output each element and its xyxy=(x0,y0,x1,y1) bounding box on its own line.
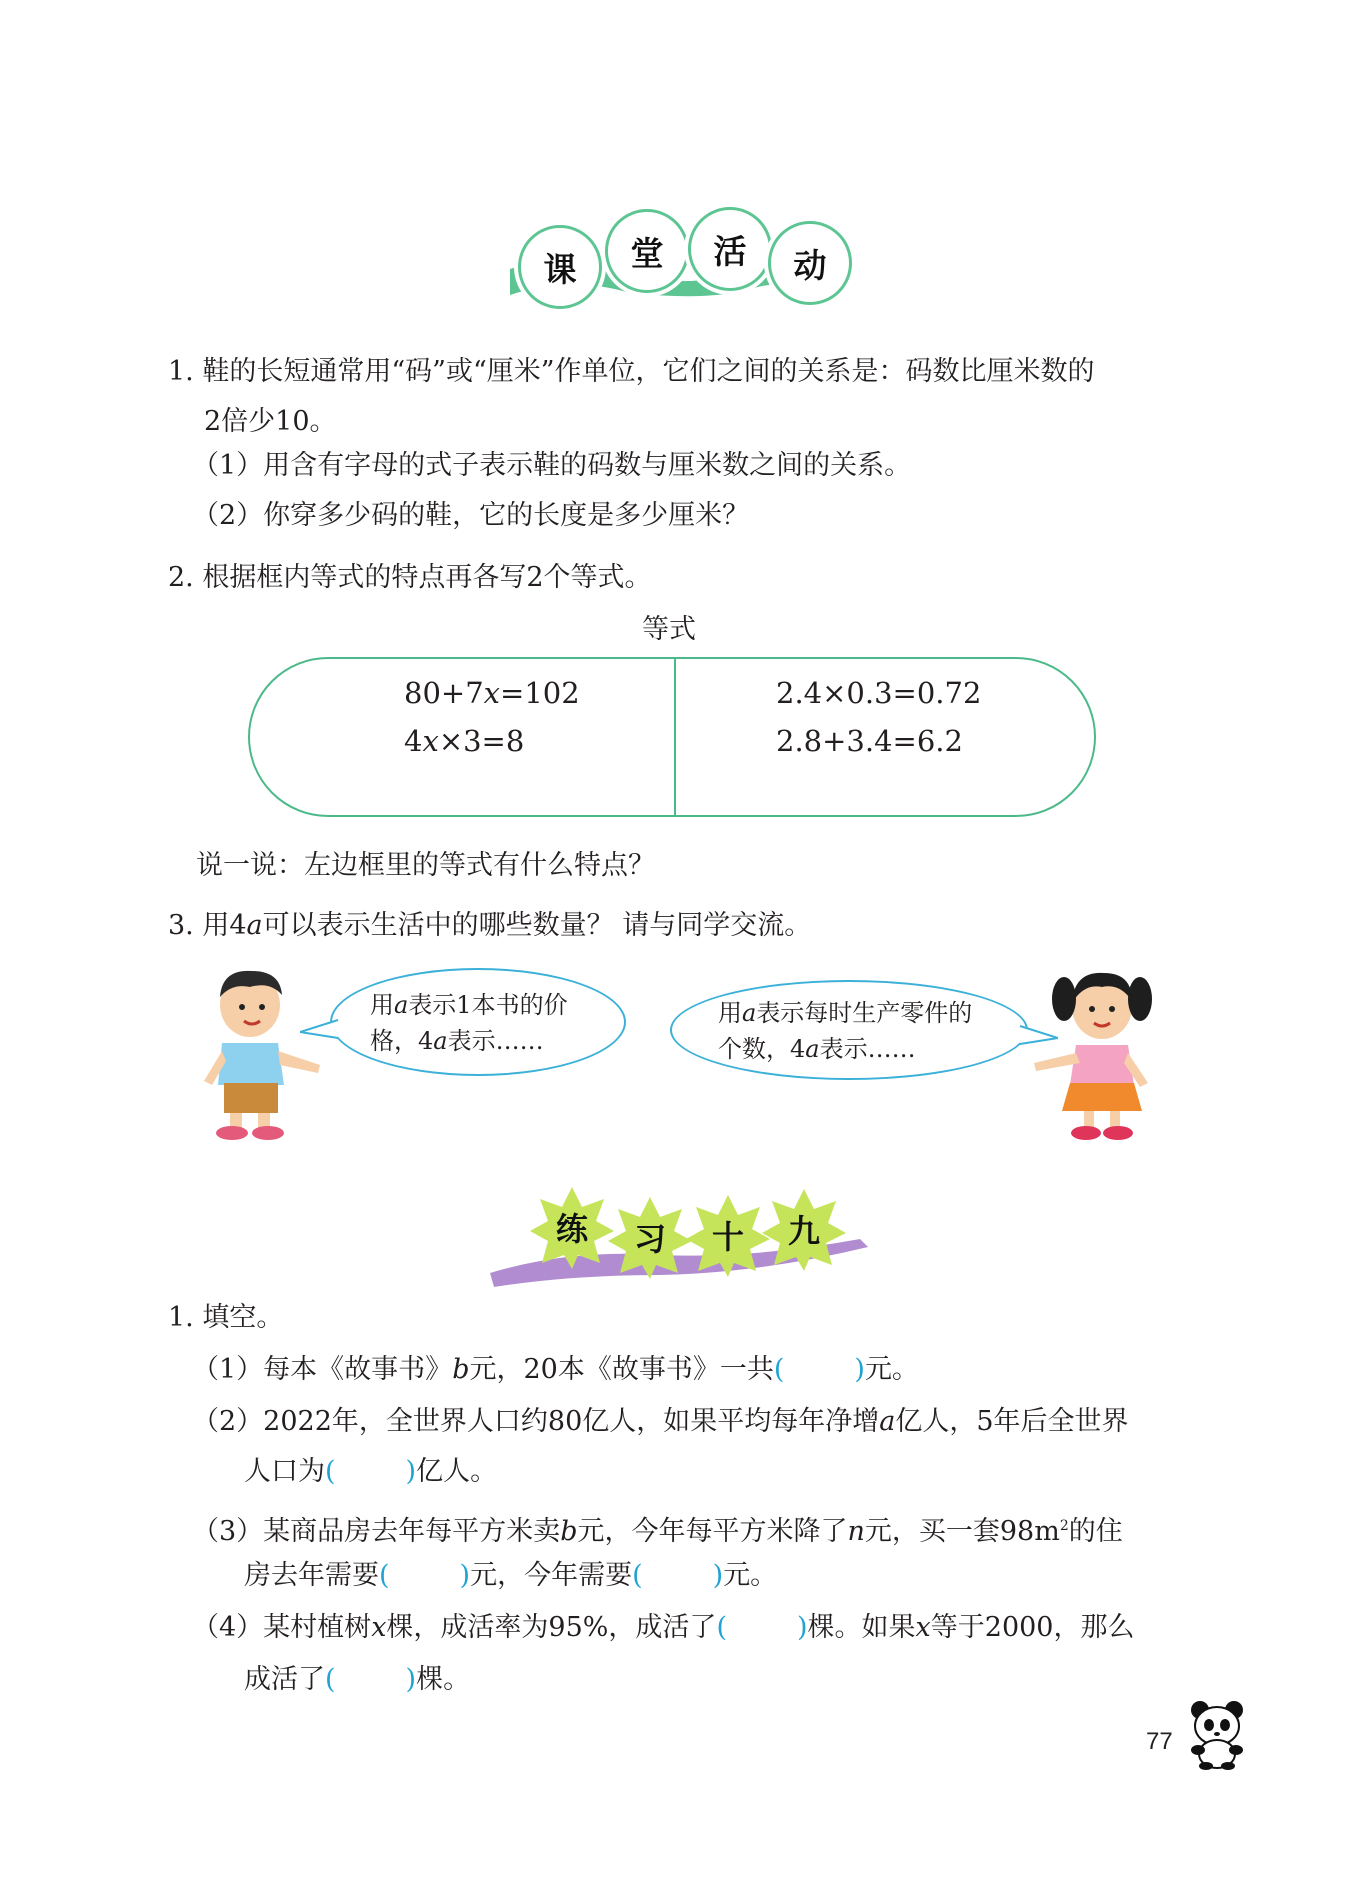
boy-speech-line2: 格，4a表示…… xyxy=(370,1027,544,1055)
left-equation-2: 4x×3=8 xyxy=(404,724,525,758)
equation-box-title: 等式 xyxy=(642,614,696,645)
equation-box-divider xyxy=(674,659,676,815)
header-char-2: 堂 xyxy=(605,209,689,293)
exercise-item-4-line2: 成活了( )棵。 xyxy=(244,1664,471,1695)
activity-q1-sub1: （1）用含有字母的式子表示鞋的码数与厘米数之间的关系。 xyxy=(192,450,912,481)
exercise-char-1: 练 xyxy=(530,1185,614,1269)
left-equation-1: 80+7x=102 xyxy=(404,676,580,710)
header-char-4: 动 xyxy=(768,221,852,305)
exercise-item-2-line2: 人口为( )亿人。 xyxy=(244,1456,498,1487)
exercise-item-1: （1）每本《故事书》b元，20本《故事书》一共( )元。 xyxy=(192,1354,919,1385)
activity-header xyxy=(500,205,850,315)
boy-illustration xyxy=(200,965,325,1145)
header-char-3: 活 xyxy=(688,207,772,291)
header-char-1: 课 xyxy=(518,225,602,309)
activity-q1-sub2: （2）你穿多少码的鞋，它的长度是多少厘米？ xyxy=(192,500,750,531)
girl-speech-line2: 个数，4a表示…… xyxy=(718,1035,916,1063)
boy-speech-line1: 用a表示1本书的价 xyxy=(370,991,568,1019)
exercise-char-4: 九 xyxy=(762,1187,846,1271)
exercise-item-3-line2: 房去年需要( )元，今年需要( )元。 xyxy=(244,1560,778,1591)
boy-speech-bubble xyxy=(330,968,626,1076)
activity-q2-text: 2. 根据框内等式的特点再各写2个等式。 xyxy=(168,562,652,593)
panda-icon xyxy=(1184,1700,1250,1770)
exercise-char-2: 习 xyxy=(608,1195,692,1279)
equation-box xyxy=(248,657,1096,817)
boy-speech-tail xyxy=(300,1018,340,1042)
exercise-q1-title: 1. 填空。 xyxy=(168,1302,284,1333)
page-number: 77 xyxy=(1146,1728,1173,1755)
activity-q1-line2: 2倍少10。 xyxy=(204,406,337,437)
exercise-item-4: （4）某村植树x棵，成活率为95%，成活了( )棵。如果x等于2000，那么 xyxy=(192,1612,1135,1643)
girl-speech-line1: 用a表示每时生产零件的 xyxy=(718,999,973,1027)
exercise-char-3: 十 xyxy=(686,1193,770,1277)
girl-illustration xyxy=(1030,965,1160,1145)
right-equation-1: 2.4×0.3=0.72 xyxy=(776,676,982,710)
activity-q1-line1: 1. 鞋的长短通常用“码”或“厘米”作单位，它们之间的关系是：码数比厘米数的 xyxy=(168,356,1095,387)
exercise-item-2: （2）2022年，全世界人口约80亿人，如果平均每年净增a亿人，5年后全世界 xyxy=(192,1406,1129,1437)
activity-q3-text: 3. 用4a可以表示生活中的哪些数量？ 请与同学交流。 xyxy=(168,910,812,941)
exercise-item-3: （3）某商品房去年每平方米卖b元，今年每平方米降了n元，买一套$98m^2$的住 xyxy=(192,1516,1123,1547)
activity-q2-discuss: 说一说：左边框里的等式有什么特点？ xyxy=(196,850,655,881)
right-equation-2: 2.8+3.4=6.2 xyxy=(776,724,963,758)
exercise-header xyxy=(490,1185,870,1295)
